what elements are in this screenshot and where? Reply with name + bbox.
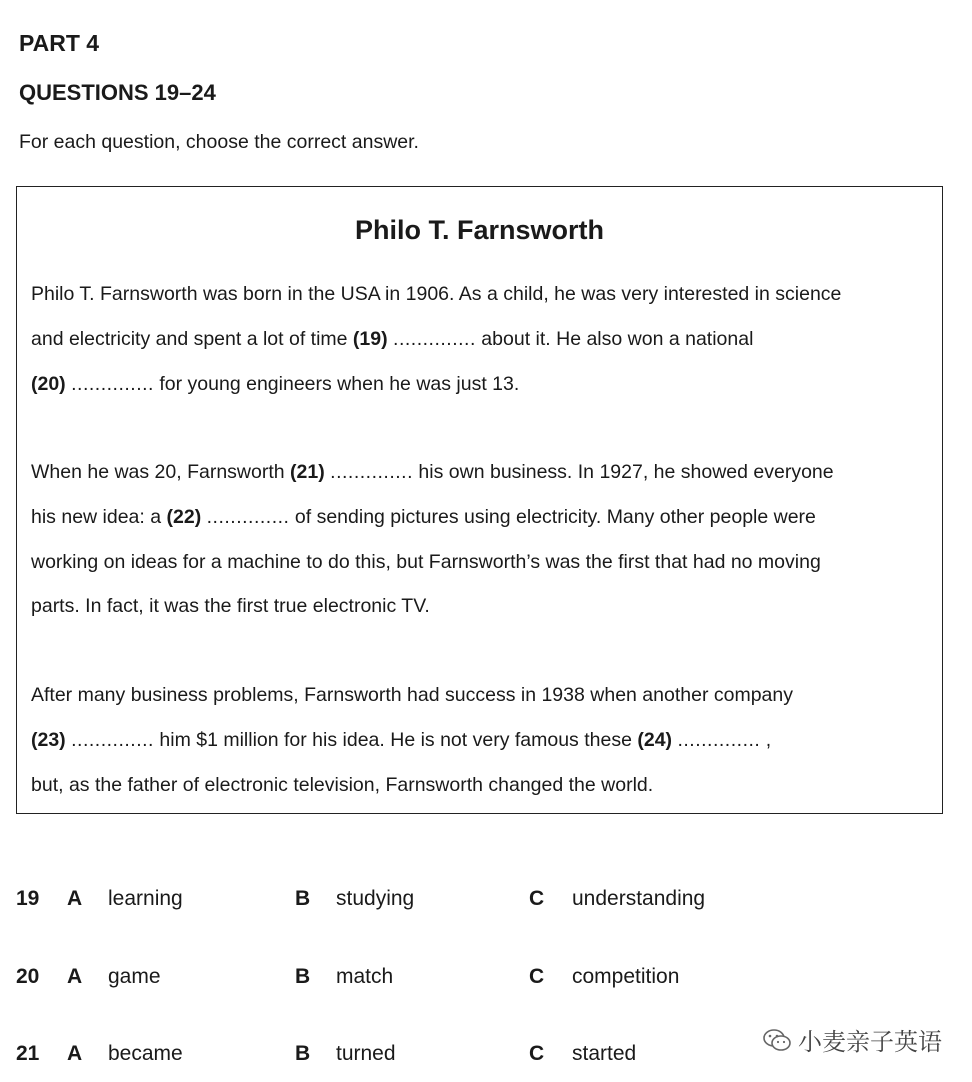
questions-title: QUESTIONS 19–24 [19, 80, 216, 105]
option-letter-a: A [67, 887, 83, 910]
question-number-22: (22) [166, 506, 202, 528]
answer-gap-21: .............. [330, 461, 414, 483]
article-line [31, 729, 771, 752]
instructions-text: For each question, choose the correct answer. [19, 131, 419, 153]
option-letter-b: B [295, 887, 311, 910]
option-c[interactable]: understanding [572, 887, 706, 910]
article-line [31, 328, 753, 351]
option-b[interactable]: studying [336, 887, 415, 910]
line-text: parts. In fact, it was the first true electronic TV. [31, 595, 430, 617]
part-title: PART 4 [19, 30, 100, 56]
article-line [31, 774, 653, 797]
option-letter-c: C [529, 887, 545, 910]
option-b[interactable]: match [336, 965, 394, 988]
option-a[interactable]: became [108, 1042, 183, 1065]
watermark-text: 小麦亲子英语 [798, 1029, 942, 1056]
option-letter-b: B [295, 1042, 311, 1065]
article-line [31, 684, 793, 707]
line-text: but, as the father of electronic television, Farnsworth changed the world. [31, 774, 654, 796]
article-line [31, 283, 841, 306]
option-letter-c: C [529, 965, 545, 988]
article-line [31, 506, 816, 529]
option-c[interactable]: competition [572, 965, 680, 988]
watermark [762, 1022, 942, 1057]
question-number-19: (19) [352, 328, 388, 350]
option-letter-a: A [67, 1042, 83, 1065]
article-line [31, 461, 834, 484]
option-letter-c: C [529, 1042, 545, 1065]
option-a[interactable]: game [108, 965, 161, 988]
option-letter-a: A [67, 965, 83, 988]
question-number-23: (23) [31, 729, 66, 751]
answer-gap-24: .............. [677, 729, 761, 751]
article-title: Philo T. Farnsworth [354, 215, 604, 245]
question-row-20 [0, 965, 972, 995]
question-number: 21 [16, 1042, 40, 1065]
line-text: about it. He also won a national [475, 328, 754, 350]
wechat-icon [762, 1027, 792, 1053]
option-a[interactable]: learning [108, 887, 183, 910]
article-line [31, 551, 821, 574]
article-line [31, 595, 430, 618]
line-text: for young engineers when he was just 13. [153, 373, 520, 395]
line-text: working on ideas for a machine to do this, but Farnsworth’s was the first that had no moving [31, 551, 821, 573]
line-text: his new idea: a [31, 506, 167, 528]
line-text: , [760, 729, 772, 751]
question-number-24: (24) [637, 729, 673, 751]
option-b[interactable]: turned [336, 1042, 396, 1065]
option-letter-b: B [295, 965, 311, 988]
article-box [16, 186, 943, 814]
line-text: After many business problems, Farnsworth had success in 1938 when another company [31, 684, 793, 706]
answer-gap-19: .............. [393, 328, 476, 350]
line-text: and electricity and spent a lot of time [31, 328, 353, 350]
line-text: him $1 million for his idea. He is not very famous these [153, 729, 638, 751]
question-number-20: (20) [31, 373, 66, 395]
article-line [31, 373, 519, 396]
line-text: Philo T. Farnsworth was born in the USA in 1906. As a child, he was very interested in science [31, 283, 842, 305]
question-row-19 [0, 887, 972, 917]
line-text: his own business. In 1927, he showed everyone [413, 461, 834, 483]
question-number: 20 [16, 965, 40, 988]
question-number-21: (21) [290, 461, 325, 483]
option-c[interactable]: started [572, 1042, 637, 1065]
answer-gap-22: .............. [206, 506, 290, 528]
answer-gap-23: .............. [71, 729, 154, 751]
question-number: 19 [16, 887, 40, 910]
line-text: When he was 20, Farnsworth [31, 461, 291, 483]
answer-gap-20: .............. [71, 373, 154, 395]
line-text: of sending pictures using electricity. Many other people were [289, 506, 816, 528]
